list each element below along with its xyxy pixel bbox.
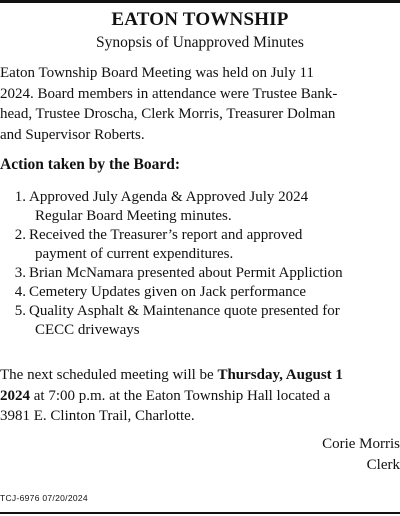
action-item (0, 226, 400, 264)
action-text: Brian McNamara presented about Permit Appliction (29, 265, 343, 281)
action-number: 3. (14, 265, 26, 281)
intro-line: Eaton Township Board Meeting was held on July 11 (0, 65, 314, 81)
intro-line: 2024. Board members in attendance were Trustee Bank- (0, 85, 338, 102)
next-meeting-year: 2024 (0, 387, 30, 404)
action-text: Quality Asphalt & Maintenance quote presented for (29, 303, 340, 319)
intro-line: head, Trustee Droscha, Clerk Morris, Treasurer Dolman (0, 106, 336, 122)
signature-name: Corie Morris (322, 436, 400, 452)
bottom-rule (0, 512, 400, 514)
next-meeting-prefix: The next scheduled meeting will be (0, 367, 218, 383)
signature-title: Clerk (366, 457, 400, 473)
action-number: 1. (14, 189, 26, 205)
action-text-continued: CECC driveways (35, 322, 140, 338)
action-text-continued: payment of current expenditures. (35, 246, 234, 262)
intro-line: and Supervisor Roberts. (0, 126, 145, 143)
action-number: 5. (14, 303, 26, 319)
action-item (0, 188, 400, 226)
next-meeting-address: 3981 E. Clinton Trail, Charlotte. (0, 408, 195, 424)
action-number: 2. (14, 227, 26, 243)
next-meeting-line (0, 386, 400, 407)
next-meeting-line (0, 365, 400, 386)
intro-paragraph (0, 63, 400, 145)
action-item (0, 283, 400, 302)
document-title: EATON TOWNSHIP (111, 9, 289, 30)
action-item (0, 264, 400, 283)
actions-list (0, 188, 400, 340)
next-meeting-date: Thursday, August 1 (217, 367, 343, 383)
next-meeting-location: at 7:00 p.m. at the Eaton Township Hall located a (30, 387, 331, 404)
action-number: 4. (14, 284, 26, 300)
top-rule (0, 0, 400, 3)
action-text: Received the Treasurer’s report and approved (29, 227, 303, 243)
actions-heading: Action taken by the Board: (0, 156, 180, 173)
action-text: Cemetery Updates given on Jack performance (29, 284, 306, 300)
action-text-continued: Regular Board Meeting minutes. (35, 208, 232, 224)
publication-reference: TCJ-6976 07/20/2024 (0, 493, 88, 503)
document-subtitle: Synopsis of Unapproved Minutes (96, 34, 304, 51)
action-text: Approved July Agenda & Approved July 2024 (29, 189, 309, 205)
action-item (0, 302, 400, 340)
next-meeting-paragraph (0, 365, 400, 427)
